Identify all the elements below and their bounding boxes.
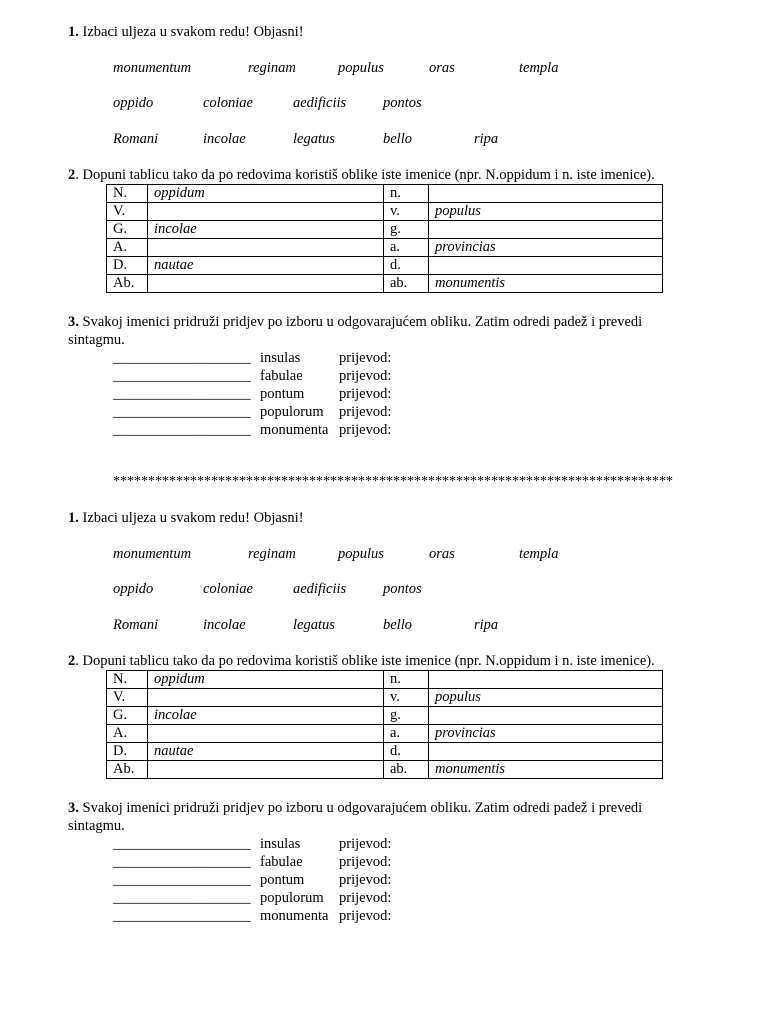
exercise1-text: Izbaci uljeza u svakom redu! Objasni!	[78, 24, 304, 40]
adjective-blank[interactable]: ___________________	[113, 836, 251, 852]
noun: pontum	[260, 872, 305, 888]
table-row	[107, 707, 663, 725]
noun: pontum	[260, 386, 305, 402]
case-label: v.	[384, 689, 429, 707]
plural-cell[interactable]: monumentis	[429, 761, 663, 779]
table-row	[107, 203, 663, 221]
exercise3-heading	[68, 313, 678, 349]
singular-cell[interactable]: oppidum	[148, 185, 384, 203]
case-label: d.	[384, 257, 429, 275]
exercise1-heading	[68, 509, 304, 527]
word: aedificiis	[293, 95, 347, 111]
table-row	[107, 185, 663, 203]
singular-cell[interactable]	[148, 275, 384, 293]
table-row	[107, 725, 663, 743]
translation-label: prijevod:	[339, 890, 392, 906]
exercise2-text: . Dopuni tablicu tako da po redovima koristiš oblike iste imenice (npr. N.oppidum i n. iste imenice).	[75, 653, 655, 669]
plural-cell[interactable]: provincias	[429, 725, 663, 743]
plural-cell[interactable]	[429, 743, 663, 761]
case-label: N.	[107, 671, 148, 689]
case-label: ab.	[384, 761, 429, 779]
case-label: A.	[107, 239, 148, 257]
word: incolae	[203, 617, 246, 633]
plural-cell[interactable]	[429, 671, 663, 689]
exercise3-text: Svakoj imenici pridruži pridjev po izboru u odgovarajućem obliku. Zatim odredi padež i prevedi sintagmu.	[68, 314, 643, 348]
translation-label: prijevod:	[339, 422, 392, 438]
word: coloniae	[203, 581, 253, 597]
word: monumentum	[113, 546, 192, 562]
exercise2-number: 2	[68, 167, 76, 183]
table-row	[107, 671, 663, 689]
adjective-blank[interactable]: ___________________	[113, 422, 251, 438]
plural-cell[interactable]	[429, 707, 663, 725]
translation-label: prijevod:	[339, 350, 392, 366]
singular-cell[interactable]: incolae	[148, 221, 384, 239]
word: oras	[429, 60, 455, 76]
word: ripa	[474, 131, 499, 147]
exercise1-text: Izbaci uljeza u svakom redu! Objasni!	[78, 510, 304, 526]
noun: insulas	[260, 350, 301, 366]
singular-cell[interactable]: incolae	[148, 707, 384, 725]
word: Romani	[113, 617, 159, 633]
case-label: g.	[384, 221, 429, 239]
plural-cell[interactable]	[429, 185, 663, 203]
word: legatus	[293, 131, 335, 147]
word: incolae	[203, 131, 246, 147]
word: reginam	[248, 60, 296, 76]
exercise1-number: 1.	[68, 510, 79, 526]
word: templa	[519, 60, 559, 76]
exercise2-number: 2	[68, 653, 76, 669]
noun: populorum	[260, 890, 324, 906]
table-row	[107, 689, 663, 707]
case-label: ab.	[384, 275, 429, 293]
exercise3-number: 3.	[68, 800, 79, 816]
singular-cell[interactable]	[148, 239, 384, 257]
case-label: G.	[107, 707, 148, 725]
exercise2-heading	[68, 652, 655, 670]
plural-cell[interactable]	[429, 221, 663, 239]
translation-label: prijevod:	[339, 386, 392, 402]
word: aedificiis	[293, 581, 347, 597]
adjective-blank[interactable]: ___________________	[113, 386, 251, 402]
case-label: V.	[107, 203, 148, 221]
word: coloniae	[203, 95, 253, 111]
exercise3-text: Svakoj imenici pridruži pridjev po izboru u odgovarajućem obliku. Zatim odredi padež i prevedi sintagmu.	[68, 800, 643, 834]
word: bello	[383, 617, 412, 633]
singular-cell[interactable]: nautae	[148, 257, 384, 275]
case-label: v.	[384, 203, 429, 221]
case-label: G.	[107, 221, 148, 239]
word: ripa	[474, 617, 499, 633]
translation-label: prijevod:	[339, 872, 392, 888]
table-row	[107, 221, 663, 239]
exercise1-number: 1.	[68, 24, 79, 40]
table-row	[107, 743, 663, 761]
case-label: g.	[384, 707, 429, 725]
noun: monumenta	[260, 422, 329, 438]
declension-table	[106, 184, 663, 293]
case-label: D.	[107, 257, 148, 275]
translation-label: prijevod:	[339, 908, 392, 924]
word: oppido	[113, 95, 154, 111]
singular-cell[interactable]	[148, 725, 384, 743]
plural-cell[interactable]: provincias	[429, 239, 663, 257]
word: reginam	[248, 546, 296, 562]
plural-cell[interactable]: populus	[429, 203, 663, 221]
table-row	[107, 761, 663, 779]
singular-cell[interactable]	[148, 689, 384, 707]
noun: monumenta	[260, 908, 329, 924]
exercise3-number: 3.	[68, 314, 79, 330]
singular-cell[interactable]: oppidum	[148, 671, 384, 689]
word: Romani	[113, 131, 159, 147]
translation-label: prijevod:	[339, 836, 392, 852]
plural-cell[interactable]	[429, 257, 663, 275]
exercise2-text: . Dopuni tablicu tako da po redovima koristiš oblike iste imenice (npr. N.oppidum i n. iste imenice).	[75, 167, 655, 183]
case-label: n.	[384, 185, 429, 203]
word: pontos	[383, 581, 422, 597]
exercise2-heading	[68, 166, 655, 184]
singular-cell[interactable]	[148, 761, 384, 779]
word: pontos	[383, 95, 422, 111]
plural-cell[interactable]: populus	[429, 689, 663, 707]
translation-label: prijevod:	[339, 368, 392, 384]
noun: populorum	[260, 404, 324, 420]
adjective-blank[interactable]: ___________________	[113, 368, 251, 384]
adjective-blank[interactable]: ___________________	[113, 908, 251, 924]
adjective-blank[interactable]: ___________________	[113, 350, 251, 366]
singular-cell[interactable]	[148, 203, 384, 221]
plural-cell[interactable]: monumentis	[429, 275, 663, 293]
word: populus	[338, 546, 384, 562]
case-label: Ab.	[107, 761, 148, 779]
word: bello	[383, 131, 412, 147]
case-label: V.	[107, 689, 148, 707]
case-label: n.	[384, 671, 429, 689]
declension-table	[106, 670, 663, 779]
word: monumentum	[113, 60, 192, 76]
case-label: D.	[107, 743, 148, 761]
noun: insulas	[260, 836, 301, 852]
table-row	[107, 275, 663, 293]
translation-label: prijevod:	[339, 404, 392, 420]
adjective-blank[interactable]: ___________________	[113, 854, 251, 870]
exercise1-heading	[68, 23, 304, 41]
noun: fabulae	[260, 854, 303, 870]
word: templa	[519, 546, 559, 562]
word: oras	[429, 546, 455, 562]
adjective-blank[interactable]: ___________________	[113, 872, 251, 888]
table-row	[107, 257, 663, 275]
case-label: Ab.	[107, 275, 148, 293]
case-label: a.	[384, 725, 429, 743]
exercise3-heading	[68, 799, 678, 835]
table-row	[107, 239, 663, 257]
adjective-blank[interactable]: ___________________	[113, 890, 251, 906]
case-label: A.	[107, 725, 148, 743]
case-label: d.	[384, 743, 429, 761]
adjective-blank[interactable]: ___________________	[113, 404, 251, 420]
translation-label: prijevod:	[339, 854, 392, 870]
case-label: N.	[107, 185, 148, 203]
word: oppido	[113, 581, 154, 597]
singular-cell[interactable]: nautae	[148, 743, 384, 761]
word: legatus	[293, 617, 335, 633]
separator-line: ********************************************************************************	[113, 474, 673, 489]
word: populus	[338, 60, 384, 76]
noun: fabulae	[260, 368, 303, 384]
case-label: a.	[384, 239, 429, 257]
